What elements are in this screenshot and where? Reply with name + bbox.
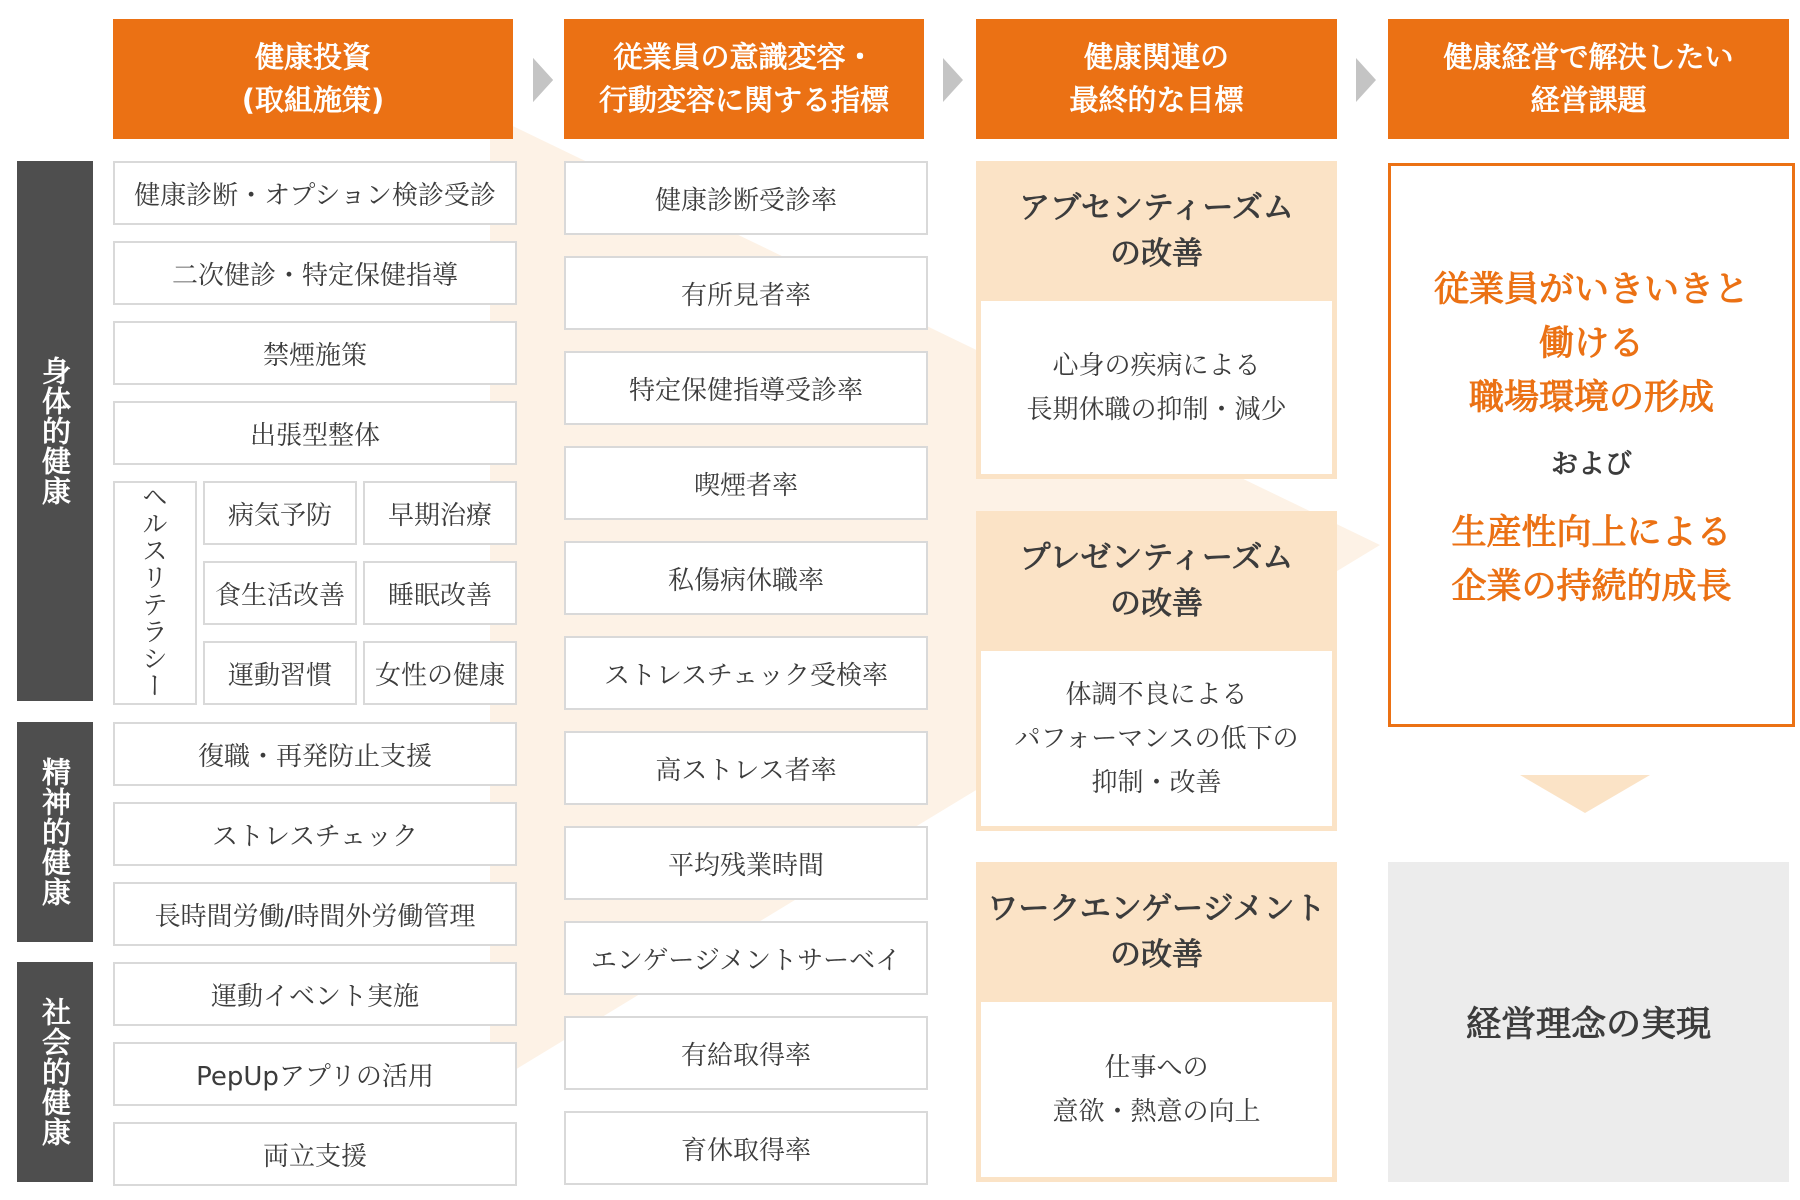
literacy-item: 運動習慣 [203, 641, 357, 705]
indicator-item: ストレスチェック受検率 [564, 636, 928, 710]
literacy-item: 睡眠改善 [363, 561, 517, 625]
goal-title: アブセンティーズム の改善 [1019, 190, 1294, 272]
category-physical-health: 身体的健康 [17, 161, 93, 701]
indicator-item: 育休取得率 [564, 1111, 928, 1185]
indicator-item: 私傷病休職率 [564, 541, 928, 615]
issue-sustainable-growth: 生産性向上による 企業の持続的成長 [1451, 513, 1732, 607]
goal-absenteeism [976, 161, 1337, 479]
investment-item: 運動イベント実施 [113, 962, 517, 1026]
investment-item: 禁煙施策 [113, 321, 517, 385]
issue-workplace-environment: 従業員がいきいきと 働ける 職場環境の形成 [1433, 270, 1749, 418]
indicator-item: 高ストレス者率 [564, 731, 928, 805]
header-behavior-indicators: 従業員の意識変容・ 行動変容に関する指標 [564, 19, 924, 139]
chevron-right-icon [940, 58, 966, 102]
indicator-item: 喫煙者率 [564, 446, 928, 520]
management-issue-box [1388, 163, 1795, 727]
goal-work-engagement [976, 862, 1337, 1182]
header-health-investment: 健康投資 (取組施策) [113, 19, 513, 139]
chevron-right-icon [530, 58, 556, 102]
literacy-item: 女性の健康 [363, 641, 517, 705]
indicator-item: 平均残業時間 [564, 826, 928, 900]
investment-item: 復職・再発防止支援 [113, 722, 517, 786]
indicator-item: 有給取得率 [564, 1016, 928, 1090]
investment-item: 二次健診・特定保健指導 [113, 241, 517, 305]
category-social-health: 社会的健康 [17, 962, 93, 1182]
goal-presenteeism [976, 511, 1337, 831]
indicator-item: 健康診断受診率 [564, 161, 928, 235]
goal-description: 心身の疾病による 長期休職の抑制・減少 [981, 301, 1332, 474]
header-final-goals: 健康関連の 最終的な目標 [976, 19, 1337, 139]
literacy-item: 食生活改善 [203, 561, 357, 625]
category-mental-health: 精神的健康 [17, 722, 93, 942]
health-literacy-label: ヘルスリテラシー [137, 483, 168, 699]
chevron-right-icon [1353, 58, 1379, 102]
goal-title: プレゼンティーズム の改善 [1019, 540, 1294, 622]
indicator-item: エンゲージメントサーベイ [564, 921, 928, 995]
header-management-issues: 健康経営で解決したい 経営課題 [1388, 19, 1789, 139]
investment-item: ストレスチェック [113, 802, 517, 866]
investment-item: 両立支援 [113, 1122, 517, 1186]
indicator-item: 有所見者率 [564, 256, 928, 330]
down-arrow-icon [1520, 775, 1650, 813]
issue-and-label: および [1551, 449, 1632, 480]
investment-item: 出張型整体 [113, 401, 517, 465]
literacy-item: 早期治療 [363, 481, 517, 545]
investment-item: 健康診断・オプション検診受診 [113, 161, 517, 225]
goal-description: 仕事への 意欲・熱意の向上 [981, 1002, 1332, 1177]
goal-title: ワークエンゲージメント の改善 [987, 891, 1326, 973]
investment-item: PepUpアプリの活用 [113, 1042, 517, 1106]
literacy-item: 病気予防 [203, 481, 357, 545]
management-philosophy-realization: 経営理念の実現 [1388, 862, 1789, 1182]
goal-description: 体調不良による パフォーマンスの低下の 抑制・改善 [981, 651, 1332, 826]
indicator-item: 特定保健指導受診率 [564, 351, 928, 425]
investment-item: 長時間労働/時間外労働管理 [113, 882, 517, 946]
